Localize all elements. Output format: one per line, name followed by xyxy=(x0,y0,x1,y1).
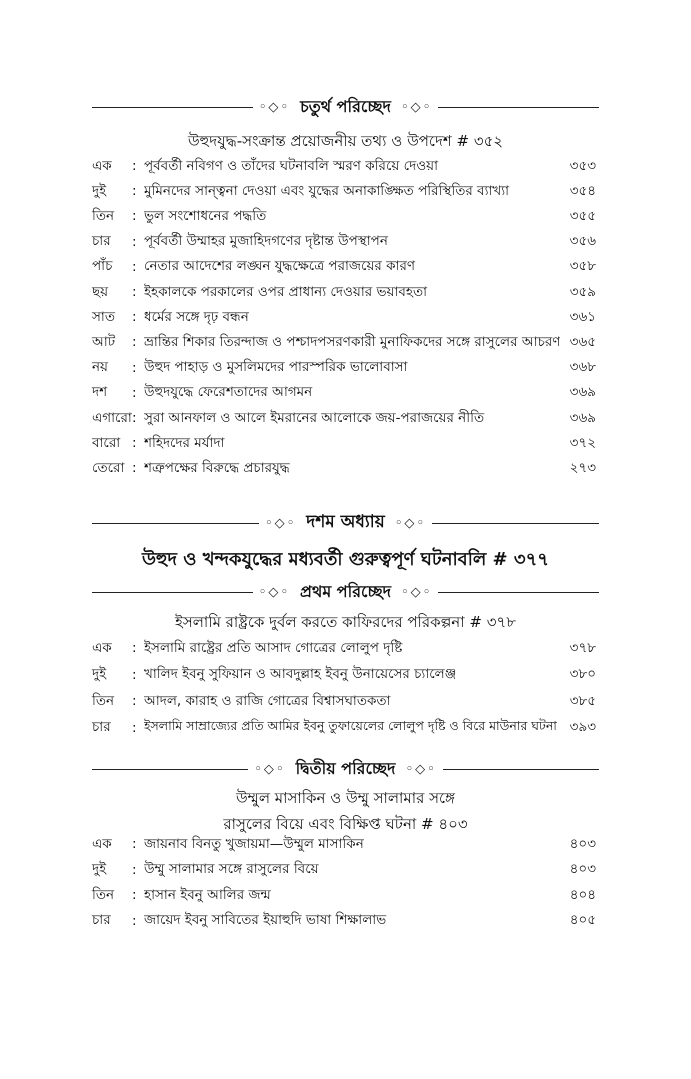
toc-separator: : xyxy=(132,861,137,878)
toc-item-page: ৩৬৯ xyxy=(569,384,596,401)
toc-item-number: ছয় xyxy=(92,283,109,300)
toc-row xyxy=(92,689,596,713)
toc-item-number: পাঁচ xyxy=(92,258,113,275)
toc-row xyxy=(92,663,596,687)
toc-item-title: পূর্ববর্তী নবিগণ ও তাঁদের ঘটনাবলি স্মরণ করিয়ে দেওয়া xyxy=(144,157,438,174)
chapter10-heading: দশম অধ্যায় xyxy=(306,512,385,532)
chapter10-heading-row xyxy=(92,508,599,538)
toc-item-number: বারো xyxy=(92,434,121,451)
toc-item-page: ৩৫৩ xyxy=(569,157,596,174)
ornament-icon: ◦◇◦ xyxy=(264,515,297,531)
toc-item-title: শহিদদের মর্যাদা xyxy=(144,434,225,451)
toc-item-page: ৩৫৯ xyxy=(569,283,596,300)
toc-item-number: তেরো xyxy=(92,459,125,476)
ornament-icon: ◦◇◦ xyxy=(405,761,437,777)
toc-row xyxy=(92,230,596,254)
toc-item-title: ইসলামি সাম্রাজ্যের প্রতি আমির ইবনু তুফায়েলের লোলুপ দৃষ্টি ও বিরে মাউনার ঘটনা xyxy=(144,717,557,733)
toc-item-title: খালিদ ইবনু সুফিয়ান ও আবদুল্লাহ ইবনু উনায়েসের চ্যালেঞ্জ xyxy=(144,666,457,682)
toc-item-page: ৪০৩ xyxy=(569,835,596,852)
toc-item-page: ৩৭৮ xyxy=(569,639,596,656)
toc-row xyxy=(92,255,596,279)
toc-item-number: চার xyxy=(92,719,111,735)
toc-separator: : xyxy=(132,309,137,326)
ornament-icon: ◦◇◦ xyxy=(254,761,286,777)
ornament-icon: ◦◇◦ xyxy=(401,584,433,600)
toc-item-number: এক xyxy=(92,157,112,174)
toc-separator: : xyxy=(132,384,137,401)
toc-item-title: শত্রুপক্ষের বিরুদ্ধে প্রচারযুদ্ধ xyxy=(144,459,290,476)
ornament-icon: ◦◇◦ xyxy=(258,584,291,600)
toc-row xyxy=(92,280,596,304)
toc-item-number: দুই xyxy=(92,182,107,199)
section2-heading-row xyxy=(92,754,599,784)
toc-row xyxy=(92,330,596,354)
toc-row xyxy=(92,381,596,405)
toc-item-title: ইহকালকে পরকালের ওপর প্রাধান্য দেওয়ার ভয়াবহতা xyxy=(144,283,428,300)
divider-line xyxy=(443,769,599,770)
toc-separator: : xyxy=(132,183,137,200)
toc-separator: : xyxy=(132,284,137,300)
toc-item-page: ৪০৫ xyxy=(569,912,596,928)
divider-line xyxy=(92,523,259,524)
toc-item-title: মুমিনদের সান্ত্বনা দেওয়া এবং যুদ্ধের অনাকাঙ্ক্ষিত পরিস্থিতির ব্যাখ্যা xyxy=(144,182,510,199)
toc-separator: : xyxy=(132,666,137,683)
toc-item-title: জায়নাব বিনতু খুজায়মা—উম্মুল মাসাকিন xyxy=(144,835,364,852)
toc-item-page: ৩৬৯ xyxy=(569,409,596,426)
toc-item-number: চার xyxy=(92,912,111,928)
toc-separator: : xyxy=(132,887,137,903)
toc-separator: : xyxy=(132,208,137,225)
toc-row xyxy=(92,204,596,228)
toc-row xyxy=(92,909,596,933)
toc-separator: : xyxy=(132,719,137,736)
toc-item-number: দুই xyxy=(92,666,107,682)
chapter10-title: উহুদ ও খন্দকযুদ্ধের মধ্যবর্তী গুরুত্বপূর্ণ ঘটনাবলি # ৩৭৭ xyxy=(142,549,549,570)
toc-row xyxy=(92,431,596,455)
toc-item-title: ইসলামি রাষ্ট্রের প্রতি আসাদ গোত্রের লোলুপ দৃষ্টি xyxy=(144,639,403,656)
toc-item-page: ৪০৪ xyxy=(569,886,596,903)
toc-separator: : xyxy=(132,912,137,929)
toc-row xyxy=(92,832,596,856)
toc-item-title: জায়েদ ইবনু সাবিতের ইয়াহুদি ভাষা শিক্ষালাভ xyxy=(144,912,387,928)
chapter4-subtitle: উহুদযুদ্ধ-সংক্রান্ত প্রয়োজনীয় তথ্য ও উপদেশ # ৩৫২ xyxy=(187,132,504,150)
toc-separator: : xyxy=(132,640,137,656)
toc-item-title: পূর্ববর্তী উম্মাহর মুজাহিদগণের দৃষ্টান্ত উপস্থাপন xyxy=(144,233,388,250)
ornament-icon: ◦◇◦ xyxy=(394,515,427,531)
toc-row xyxy=(92,154,596,178)
divider-line xyxy=(92,107,253,108)
toc-item-page: ৪০৩ xyxy=(569,861,596,877)
toc-separator: : xyxy=(132,460,137,477)
toc-row xyxy=(92,356,596,380)
toc-item-number: এক xyxy=(92,639,112,656)
toc-row xyxy=(92,179,596,203)
section1-heading: প্রথম পরিচ্ছেদ xyxy=(300,581,391,601)
section2-subtitle-line1: উম্মুল মাসাকিন ও উম্মু সালামার সঙ্গে xyxy=(236,789,455,807)
toc-separator: : xyxy=(132,693,137,709)
toc-item-page: ৩৬৮ xyxy=(569,359,596,376)
toc-item-number: তিন xyxy=(92,692,115,709)
toc-item-page: ৩৫৮ xyxy=(569,258,596,275)
toc-item-number: আট xyxy=(92,333,116,350)
toc-item-title: উহুদ পাহাড় ও মুসলিমদের পারস্পরিক ভালোবাসা xyxy=(144,359,408,376)
chapter4-heading-row xyxy=(92,92,599,122)
toc-row xyxy=(92,636,596,660)
toc-row xyxy=(92,456,596,480)
toc-row xyxy=(92,858,596,882)
toc-item-title: সুরা আনফাল ও আলে ইমরানের আলোকে জয়-পরাজয়ের নীতি xyxy=(144,409,485,426)
divider-line xyxy=(432,523,599,524)
toc-separator: : xyxy=(132,158,137,174)
ornament-icon: ◦◇◦ xyxy=(400,99,433,115)
section2-subtitle-line2: রাসুলের বিয়ে এবং বিক্ষিপ্ত ঘটনা # ৪০৩ xyxy=(223,815,468,833)
toc-separator: : xyxy=(132,836,137,852)
toc-item-page: ৩৫৬ xyxy=(569,233,596,250)
divider-line xyxy=(92,769,248,770)
toc-item-title: নেতার আদেশের লঙ্ঘন যুদ্ধক্ষেত্রে পরাজয়ের কারণ xyxy=(144,258,416,275)
toc-item-number: এগারো xyxy=(92,409,132,426)
toc-row xyxy=(92,716,596,740)
toc-separator: : xyxy=(132,359,137,376)
toc-item-number: দশ xyxy=(92,384,108,401)
divider-line xyxy=(92,592,253,593)
section1-heading-row xyxy=(92,577,599,607)
toc-item-page: ২৭৩ xyxy=(569,459,596,476)
toc-separator: : xyxy=(132,233,137,250)
toc-item-title: ধর্মের সঙ্গে দৃঢ় বন্ধন xyxy=(144,308,249,325)
section1-subtitle: ইসলামি রাষ্ট্রকে দুর্বল করতে কাফিরদের পরিকল্পনা # ৩৭৮ xyxy=(175,613,516,631)
toc-item-page: ৩৬১ xyxy=(569,308,596,325)
toc-item-title: আদল, কারাহ ও রাজি গোত্রের বিশ্বাসঘাতকতা xyxy=(144,692,391,709)
toc-row xyxy=(92,883,596,907)
toc-item-number: তিন xyxy=(92,207,115,224)
toc-item-title: উহুদযুদ্ধে ফেরেশতাদের আগমন xyxy=(144,384,313,401)
toc-item-title: ভুল সংশোধনের পদ্ধতি xyxy=(144,207,267,224)
toc-item-page: ৩৮৫ xyxy=(569,692,596,709)
toc-separator: : xyxy=(132,258,137,275)
toc-separator: : xyxy=(132,334,137,351)
toc-item-page: ৩৫৫ xyxy=(569,207,596,224)
toc-item-page: ৩৫৪ xyxy=(569,182,596,199)
toc-item-number: তিন xyxy=(92,886,115,903)
divider-line xyxy=(438,592,599,593)
toc-item-page: ৩৬৫ xyxy=(569,333,596,350)
toc-item-page: ৩৮০ xyxy=(569,666,596,682)
section2-heading: দ্বিতীয় পরিচ্ছেদ xyxy=(295,758,396,778)
toc-item-title: হাসান ইবনু আলির জন্ম xyxy=(144,886,271,903)
toc-item-number: চার xyxy=(92,233,111,250)
toc-separator: : xyxy=(132,410,137,426)
toc-item-number: নয় xyxy=(92,359,109,376)
toc-row xyxy=(92,305,596,329)
ornament-icon: ◦◇◦ xyxy=(258,99,291,115)
toc-item-number: সাত xyxy=(92,308,115,325)
toc-row xyxy=(92,406,596,430)
toc-item-title: উম্মু সালামার সঙ্গে রাসুলের বিয়ে xyxy=(144,861,319,877)
toc-item-number: এক xyxy=(92,835,112,852)
divider-line xyxy=(438,107,599,108)
toc-item-number: দুই xyxy=(92,861,107,877)
toc-item-page: ৩৭২ xyxy=(569,434,596,451)
toc-item-page: ৩৯৩ xyxy=(569,719,596,735)
toc-item-title: ভ্রান্তির শিকার তিরন্দাজ ও পশ্চাদপসরণকারী মুনাফিকদের সঙ্গে রাসুলের আচরণ xyxy=(144,333,560,350)
toc-separator: : xyxy=(132,435,137,452)
chapter4-heading: চতুর্থ পরিচ্ছেদ xyxy=(300,96,391,116)
